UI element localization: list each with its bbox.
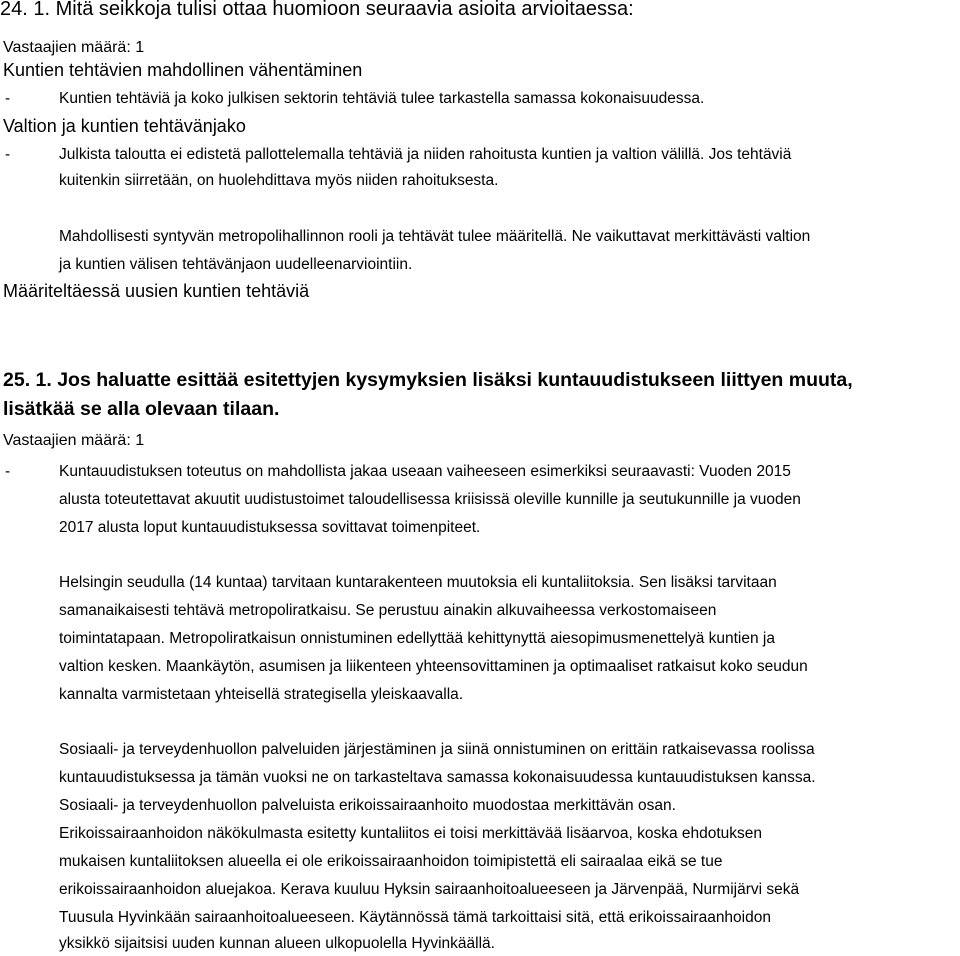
answer-item-3-line-2: ja kuntien välisen tehtävänjaon uudelleenarviointiin. [59, 256, 413, 273]
answer-item-2-line-2: kuitenkin siirretään, on huolehdittava myös niiden rahoituksesta. [59, 172, 499, 189]
answer-paragraph-2-line-5: kannalta varmistetaan yhteisellä strategisella yleiskaavalla. [59, 686, 464, 703]
answer-paragraph-3-line-8: yksikkö sijaitsisi uuden kunnan alueen ulkopuolella Hyvinkäällä. [59, 935, 495, 952]
bullet-dash: - [5, 146, 11, 163]
answer-paragraph-1-line-2: alusta toteutettavat akuutit uudistustoimet taloudellisessa kriisissä oleville kunnille ja seutukunnille ja vuoden [59, 491, 801, 508]
answer-paragraph-1-line-1: Kuntauudistuksen toteutus on mahdollista jakaa useaan vaiheeseen esimerkiksi seuraavasti: Vuoden 2015 [59, 463, 791, 480]
answer-paragraph-3-line-6: erikoissairaanhoidon aluejakoa. Kerava kuuluu Hyksin sairaanhoitoalueeseen ja Järvenpää, Nurmijärvi sekä [59, 881, 800, 898]
answer-paragraph-2-line-4: valtion kesken. Maankäytön, asumisen ja liikenteen yhteensovittaminen ja optimaaliset ratkaisut koko seudun [59, 658, 808, 675]
answer-paragraph-3-line-5: mukaisen kuntaliitoksen alueella ei ole erikoissairaanhoidon toimipistettä eli sairaalaa eikä se tue [59, 853, 723, 870]
heading-new-municipality-tasks: Määriteltäessä uusien kuntien tehtäviä [3, 281, 310, 301]
question-25-title-line-1: 25. 1. Jos haluatte esittää esitettyjen kysymyksien lisäksi kuntauudistukseen liittyen muuta, [3, 369, 853, 391]
question-24-title: 24. 1. Mitä seikkoja tulisi ottaa huomioon seuraavia asioita arvioitaessa: [0, 0, 634, 20]
heading-municipal-task-reduction: Kuntien tehtävien mahdollinen vähentäminen [3, 60, 363, 80]
question-25-respondent-count: Vastaajien määrä: 1 [3, 432, 145, 449]
answer-item-3-line-1: Mahdollisesti syntyvän metropolihallinnon rooli ja tehtävät tulee määritellä. Ne vaikuttavat merkittävästi valtion [59, 228, 811, 245]
answer-item-1-line-1: Kuntien tehtäviä ja koko julkisen sektorin tehtäviä tulee tarkastella samassa kokonaisuudessa. [59, 90, 705, 107]
answer-paragraph-2-line-3: toimintatapaan. Metropoliratkaisun onnistuminen edellyttää kehittynyttä aiesopimusmenettelyä kuntien ja [59, 630, 775, 647]
bullet-dash: - [5, 90, 11, 107]
answer-paragraph-3-line-4: Erikoissairaanhoidon näkökulmasta esitetty kuntaliitos ei toisi merkittävää lisäarvoa, koska ehdotuksen [59, 825, 763, 842]
answer-paragraph-3-line-2: kuntauudistuksessa ja tämän vuoksi ne on tarkasteltava samassa kokonaisuudessa kuntauudistuksen kanssa. [59, 769, 816, 786]
answer-paragraph-2-line-1: Helsingin seudulla (14 kuntaa) tarvitaan kuntarakenteen muutoksia eli kuntaliitoksia. Sen lisäksi tarvitaan [59, 574, 777, 591]
bullet-dash: - [5, 463, 11, 480]
heading-state-municipal-division: Valtion ja kuntien tehtävänjako [3, 116, 246, 136]
question-25-title-line-2: lisätkää se alla olevaan tilaan. [3, 398, 280, 420]
answer-paragraph-1-line-3: 2017 alusta loput kuntauudistuksessa sovittavat toimenpiteet. [59, 519, 481, 536]
answer-paragraph-2-line-2: samanaikaisesti tehtävä metropoliratkaisu. Se perustuu ainakin alkuvaiheessa verkostomaiseen [59, 602, 717, 619]
answer-paragraph-3-line-1: Sosiaali- ja terveydenhuollon palveluiden järjestäminen ja siinä onnistuminen on erittäin ratkaisevassa roolissa [59, 741, 815, 758]
answer-paragraph-3-line-3: Sosiaali- ja terveydenhuollon palveluista erikoissairaanhoito muodostaa merkittävän osan. [59, 797, 676, 814]
answer-paragraph-3-line-7: Tuusula Hyvinkään sairaanhoitoalueeseen. Käytännössä tämä tarkoittaisi sitä, että erikoissairaanhoidon [59, 909, 771, 926]
question-24-respondent-count: Vastaajien määrä: 1 [3, 39, 145, 56]
answer-item-2-line-1: Julkista taloutta ei edistetä pallottelemalla tehtäviä ja niiden rahoitusta kuntien ja valtion välillä. Jos tehtäviä [59, 146, 792, 163]
